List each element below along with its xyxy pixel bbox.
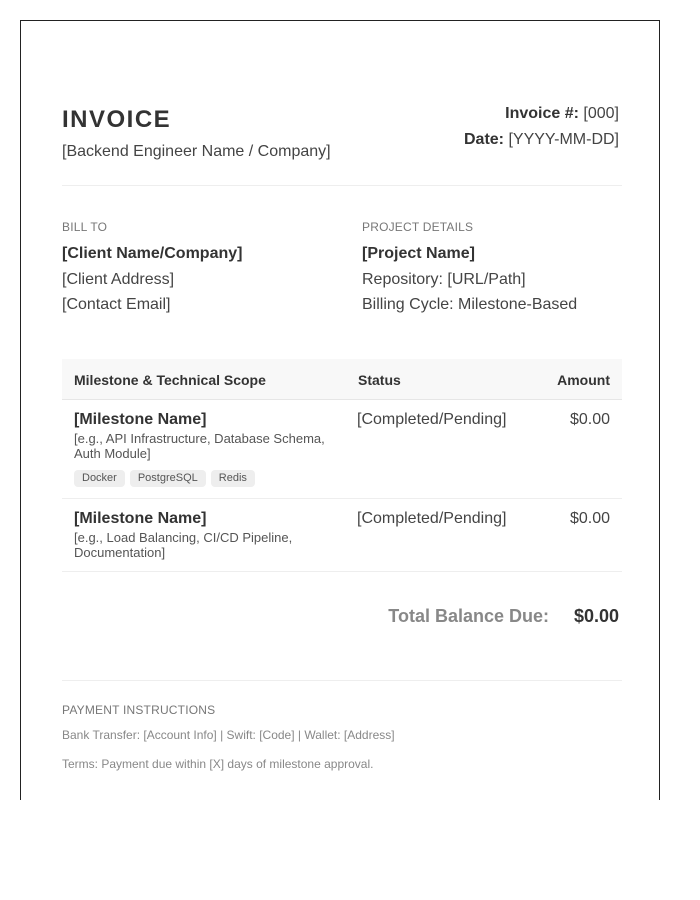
milestone-amount: $0.00 [569,510,610,527]
invoice-sheet [20,20,660,800]
invoice-number [505,105,619,123]
tech-tags [74,470,255,487]
footer-divider [62,680,622,681]
header-divider [62,185,622,186]
milestone-description: [e.g., API Infrastructure, Database Schema, Auth Module] [74,431,325,461]
total-balance-label: Total Balance Due: [388,606,549,626]
payment-instructions-label: PAYMENT INSTRUCTIONS [62,703,216,717]
milestone-status: [Completed/Pending] [357,510,507,527]
invoice-date-label: Date: [464,131,505,148]
project-billing-cycle: Billing Cycle: Milestone-Based [362,296,578,313]
payment-terms: Terms: Payment due within [X] days of milestone approval. [62,757,374,771]
table-row [62,400,622,499]
invoice-title: INVOICE [62,106,172,133]
column-header-status: Status [358,372,401,388]
client-address: [Client Address] [62,271,175,288]
tech-tag: Docker [74,470,125,487]
column-header-amount: Amount [557,372,610,388]
invoice-date-value: [YYYY-MM-DD] [508,131,619,148]
table-row [62,499,622,572]
milestone-name: [Milestone Name] [74,411,207,428]
milestone-amount: $0.00 [569,411,610,428]
table-header [62,359,622,400]
milestone-name: [Milestone Name] [74,510,207,527]
invoice-number-label: Invoice #: [505,105,579,122]
client-email: [Contact Email] [62,296,171,313]
client-name: [Client Name/Company] [62,245,243,262]
total-balance-value: $0.00 [573,606,619,626]
payment-bank-details: Bank Transfer: [Account Info] | Swift: [Code] | Wallet: [Address] [62,728,395,742]
tech-tag: Redis [211,470,255,487]
project-repository: Repository: [URL/Path] [362,271,526,288]
bill-to-label: BILL TO [62,220,108,234]
milestone-status: [Completed/Pending] [357,411,507,428]
project-details-label: PROJECT DETAILS [362,220,474,234]
milestone-description: [e.g., Load Balancing, CI/CD Pipeline, Documentation] [74,530,293,560]
project-name: [Project Name] [362,245,475,262]
sender-name: [Backend Engineer Name / Company] [62,143,331,160]
invoice-date [464,131,619,149]
invoice-number-value: [000] [583,105,619,122]
column-header-scope: Milestone & Technical Scope [74,372,266,388]
tech-tag: PostgreSQL [130,470,206,487]
